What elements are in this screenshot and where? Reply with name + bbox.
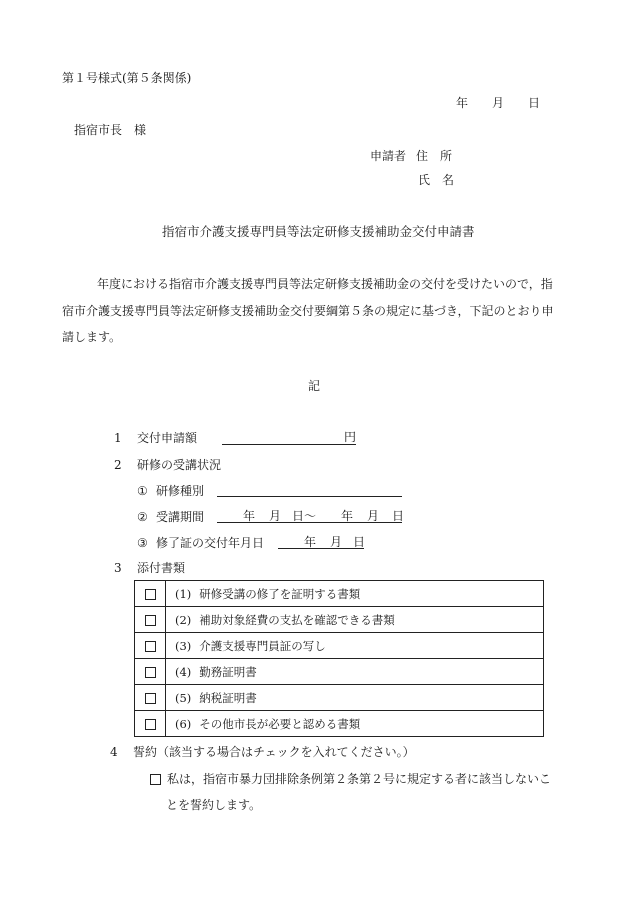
attachment-text (166, 607, 544, 633)
ki-heading: 記 (308, 379, 321, 393)
item2-number: 2 (114, 458, 122, 472)
applicant-label: 申請者 (370, 149, 407, 163)
addressee: 指宿市長 様 (74, 123, 147, 137)
attachment-checkbox-cell (135, 581, 166, 607)
body-line-2: 宿市介護支援専門員等法定研修支援補助金交付要綱第５条の規定に基づき，下記のとおり申 (62, 304, 554, 318)
period-year1: 年 (243, 509, 256, 523)
attachment-text (166, 581, 544, 607)
applicant-address-label: 住 所 (416, 149, 453, 163)
attachment-text (166, 659, 544, 685)
body-line-3: 請します。 (62, 330, 122, 344)
period-year2: 年 (341, 509, 354, 523)
item2-sub2-label: 受講期間 (156, 510, 205, 524)
certificate-date-line[interactable] (278, 535, 364, 549)
date-month-label: 月 (492, 96, 505, 110)
period-month2: 月 (367, 509, 380, 523)
attachment-checkbox-cell (135, 633, 166, 659)
attachment-text (166, 685, 544, 711)
attachment-label: 介護支援専門員証の写し (199, 638, 326, 653)
attachment-checkbox[interactable] (145, 693, 156, 704)
attachment-checkbox[interactable] (145, 589, 156, 600)
training-type-field[interactable] (217, 483, 402, 497)
attachment-text (166, 633, 544, 659)
attachment-label: その他市長が必要と認める書類 (199, 716, 361, 731)
period-day1: 日～ (292, 509, 317, 523)
applicant-name-label: 氏 名 (418, 173, 455, 187)
period-day2: 日 (392, 509, 405, 523)
attachment-checkbox-cell (135, 659, 166, 685)
item1-unit: 円 (344, 430, 357, 444)
attendance-period-field[interactable] (217, 509, 405, 523)
item1-amount-line[interactable] (222, 431, 342, 445)
item2-sub1-marker: ① (137, 484, 148, 498)
attachment-checkbox-cell (135, 685, 166, 711)
attachment-row (135, 685, 544, 711)
body-line-1: 年度における指宿市介護支援専門員等法定研修支援補助金の交付を受けたいので，指 (97, 277, 553, 291)
item4-label: 誓約（該当する場合はチェックを入れてください。） (133, 745, 415, 759)
cert-day: 日 (353, 535, 366, 549)
item1-label: 交付申請額 (137, 431, 198, 445)
cert-year: 年 (304, 535, 317, 549)
item2-sub1-label: 研修種別 (156, 484, 205, 498)
attachment-num: (1) (175, 586, 192, 601)
attachment-row (135, 633, 544, 659)
attendance-period-line[interactable] (217, 509, 405, 523)
attachment-num: (2) (175, 612, 192, 627)
attachment-row (135, 581, 544, 607)
attachment-checkbox[interactable] (145, 641, 156, 652)
item2-label: 研修の受講状況 (137, 458, 222, 472)
attachment-checkbox[interactable] (145, 667, 156, 678)
date-day-label: 日 (528, 96, 541, 110)
item2-sub3-marker: ③ (137, 536, 148, 550)
item1-number: 1 (114, 431, 122, 445)
attachment-num: (6) (175, 716, 192, 731)
cert-month: 月 (330, 535, 343, 549)
attachment-row (135, 659, 544, 685)
attachment-label: 勤務証明書 (199, 664, 257, 679)
attachment-label: 研修受講の修了を証明する書類 (199, 586, 361, 601)
training-type-line[interactable] (217, 483, 402, 497)
date-line (456, 97, 540, 109)
attachment-checkbox[interactable] (145, 615, 156, 626)
attachment-text (166, 711, 544, 737)
item2-sub2-marker: ② (137, 510, 148, 524)
item3-label: 添付書類 (137, 561, 186, 575)
item2-sub3-label: 修了証の交付年月日 (156, 536, 265, 550)
form-number: 第１号様式(第５条関係) (62, 71, 192, 85)
attachment-num: (3) (175, 638, 192, 653)
pledge-row (150, 773, 551, 785)
attachment-label: 納税証明書 (199, 690, 257, 705)
applicant-address-row (370, 150, 452, 162)
pledge-checkbox[interactable] (150, 774, 161, 785)
date-year-label: 年 (456, 96, 469, 110)
certificate-date-field[interactable] (278, 535, 364, 549)
attachments-table (134, 580, 544, 737)
item4-number: 4 (110, 745, 118, 759)
attachment-row (135, 607, 544, 633)
period-month1: 月 (269, 509, 282, 523)
item1-amount-field[interactable] (222, 431, 356, 445)
attachment-checkbox-cell (135, 711, 166, 737)
attachment-num: (5) (175, 690, 192, 705)
document-title: 指宿市介護支援専門員等法定研修支援補助金交付申請書 (162, 224, 475, 239)
pledge-line-2: とを誓約します。 (166, 798, 262, 812)
attachment-checkbox-cell (135, 607, 166, 633)
attachment-num: (4) (175, 664, 192, 679)
attachment-row (135, 711, 544, 737)
item3-number: 3 (114, 561, 122, 575)
attachment-label: 補助対象経費の支払を確認できる書類 (199, 612, 395, 627)
attachment-checkbox[interactable] (145, 719, 156, 730)
pledge-line-1: 私は，指宿市暴力団排除条例第２条第２号に規定する者に該当しないこ (167, 772, 552, 786)
